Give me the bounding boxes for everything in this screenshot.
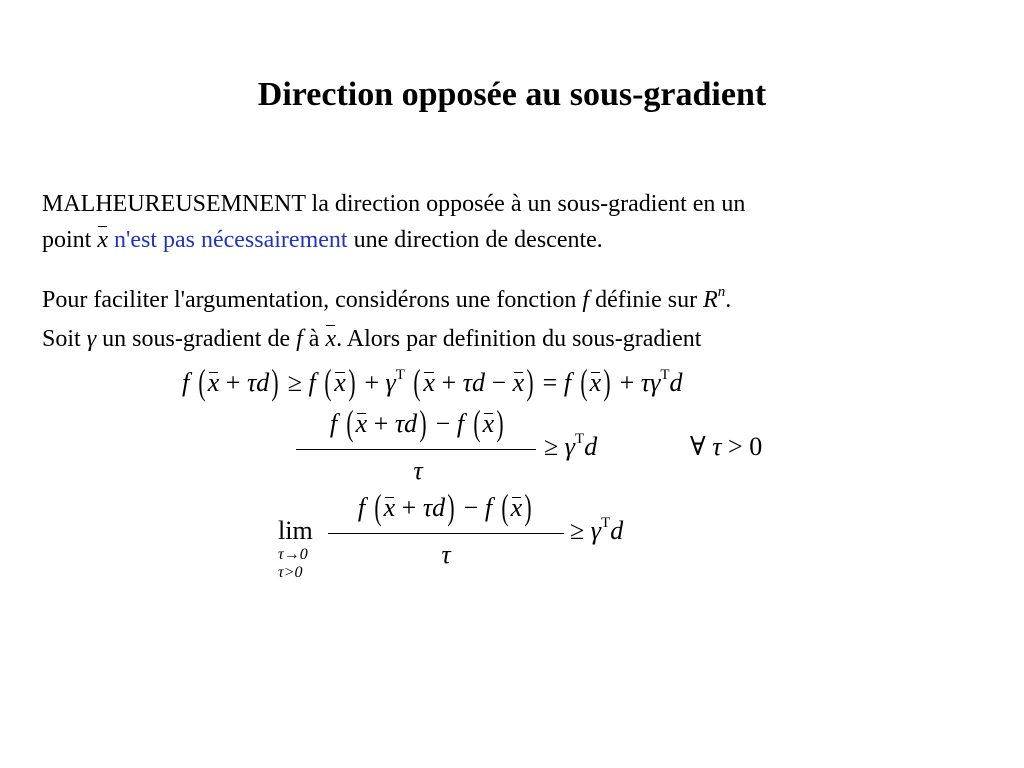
equation-1: f (x + τd) ≥ f $(x) + \gamma^T$ (x + τd − x) = f $(x) + \tau\gamma^Td$ bbox=[182, 362, 683, 402]
paragraph-2 bbox=[42, 282, 982, 357]
eq2-fraction-bar bbox=[296, 449, 536, 450]
paragraph-1 bbox=[42, 186, 982, 258]
eq2-denominator: τ bbox=[413, 456, 423, 485]
paragraph-1-line-1: MALHEUREUSEMNENT la direction opposée à un sous-gradient en un bbox=[42, 191, 746, 217]
eq3-numerator: f (x + τd) − f (x) bbox=[357, 487, 532, 527]
eq3-rhs: ≥ $\gamma^Td$ bbox=[570, 515, 624, 545]
paragraph-2-line-1: Pour faciliter l'argumentation, considérons une fonction f définie sur $R^n$. bbox=[42, 284, 732, 313]
paragraph-2-line-2: Soit γ un sous-gradient de f à x. Alors par definition du sous-gradient bbox=[42, 321, 982, 357]
eq2-condition: ∀ τ > 0 bbox=[690, 432, 763, 461]
highlight-text: n'est pas nécessairement bbox=[114, 227, 348, 253]
eq2-rhs: ≥ $\gamma^Td$ bbox=[544, 431, 598, 461]
limit: lim τ→0 τ>0 bbox=[278, 516, 313, 581]
equation-3 bbox=[278, 486, 698, 586]
eq3-fraction-bar bbox=[328, 533, 564, 534]
eq2-numerator: f (x + τd) − f (x) bbox=[329, 403, 504, 443]
equation-2 bbox=[296, 402, 796, 492]
paragraph-1-line-2: point x n'est pas nécessairement une direction de descente. bbox=[42, 222, 982, 258]
eq3-denominator: τ bbox=[441, 540, 451, 569]
slide-title: Direction opposée au sous-gradient bbox=[257, 76, 767, 113]
x-bar: x bbox=[97, 222, 108, 258]
